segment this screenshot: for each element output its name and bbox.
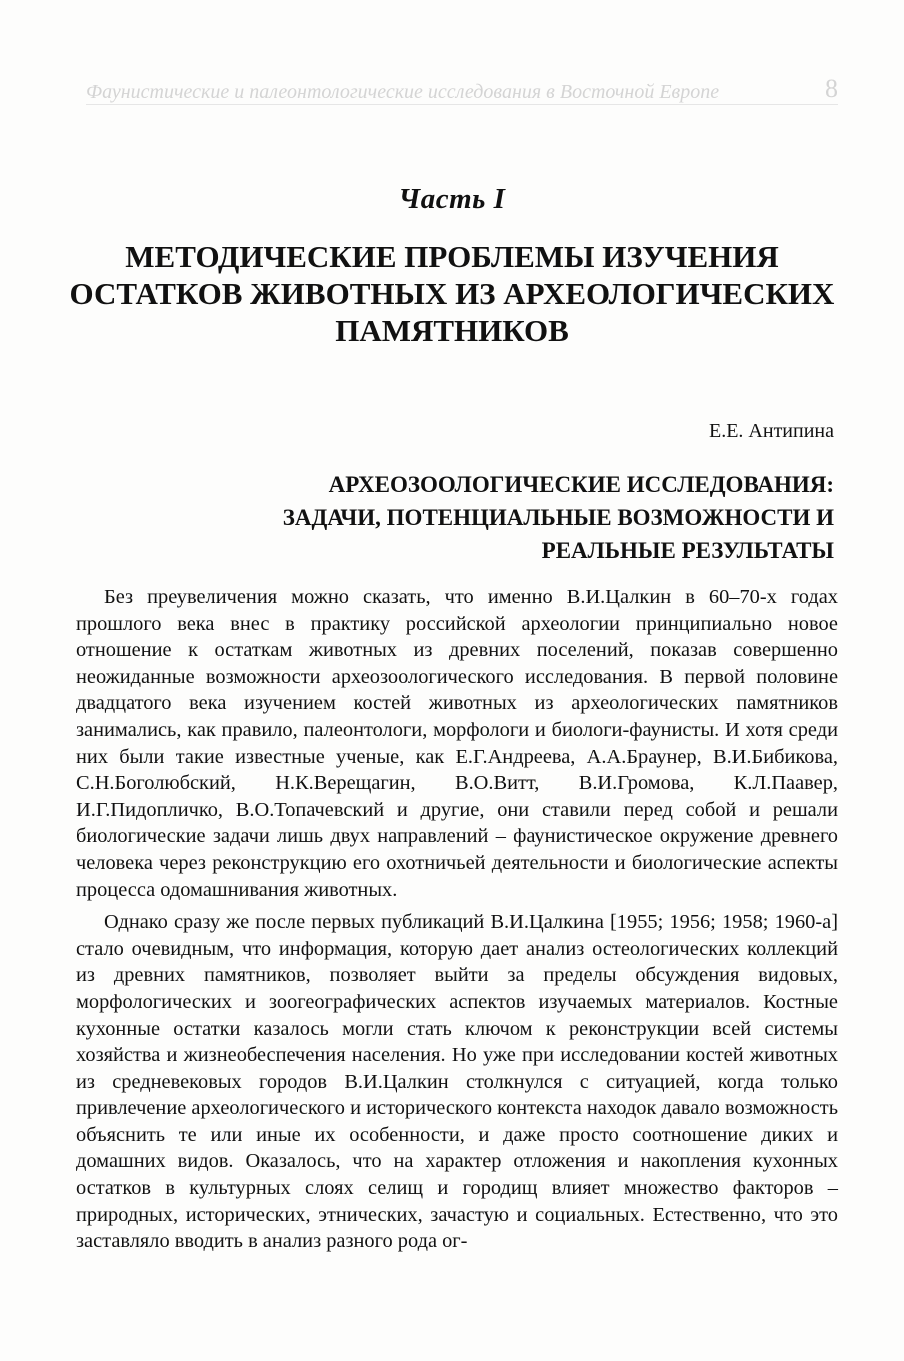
part-label: Часть I (398, 183, 506, 215)
section-title: МЕТОДИЧЕСКИЕ ПРОБЛЕМЫ ИЗУЧЕНИЯ ОСТАТКОВ ЖИВОТНЫХ ИЗ АРХЕОЛОГИЧЕСКИХ ПАМЯТНИКОВ (69, 239, 835, 348)
body-paragraph: Однако сразу же после первых публикаций В.И.Цалкина [1955; 1956; 1958; 1960-а] стало очевидным, что информация, которую дает анализ остеологических коллекций из древних памятников, позволяет выйти за пределы обсуждения видовых, морфологических и зоогеографических аспектов изучаемых материалов. Костные кухонные остатки казалось могли стать ключом к реконструкции всей системы хозяйства и жизнеобеспечения населения. Но уже при исследовании костей животных из средневековых городов В.И.Цалкин столкнулся с ситуацией, когда только привлечение археологического и исторического контекста находок давало возможность объяснить те или иные их особенности, и даже просто соотношение диких и домашних видов. Оказалось, что на характер отложения и накопления кухонных остатков в культурных слоях селищ и городищ влияет множество факторов – природных, исторических, этнических, зачастую и социальных. Естественно, что это заставляло вводить в анализ разного рода ог- (76, 911, 838, 1253)
running-header (86, 70, 838, 105)
article-title: АРХЕОЗООЛОГИЧЕСКИЕ ИССЛЕДОВАНИЯ: ЗАДАЧИ, ПОТЕНЦИАЛЬНЫЕ ВОЗМОЖНОСТИ И РЕАЛЬНЫЕ РЕЗУЛЬТАТЫ (282, 472, 834, 563)
body-paragraph: Без преувеличения можно сказать, что именно В.И.Цалкин в 60–70-х годах прошлого века внес в практику российской археологии принципиально новое отношение к остаткам животных из древних поселений, показав совершенно неожиданные возможности археозоологического исследования. В первой половине двадцатого века изучением костей животных из археологических памятников занимались, как правило, палеонтологи, морфологи и биологи-фаунисты. И хотя среди них были такие известные ученые, как Е.Г.Андреева, А.А.Браунер, В.И.Бибикова, С.Н.Боголюбский, Н.К.Верещагин, В.О.Витт, В.И.Громова, К.Л.Паавер, И.Г.Пидопличко, В.О.Топачевский и другие, они ставили перед собой и решали биологические задачи лишь двух направлений – фаунистическое окружение древнего человека через реконструкцию его охотничьей деятельности и биологические аспекты процесса одомашнивания животных. (76, 586, 838, 901)
article-body (76, 584, 838, 1261)
running-title: Фаунистические и палеонтологические исследования в Восточной Европе (86, 81, 720, 103)
page-number: 8 (825, 74, 838, 103)
article-author: Е.Е. Антипина (708, 420, 834, 442)
